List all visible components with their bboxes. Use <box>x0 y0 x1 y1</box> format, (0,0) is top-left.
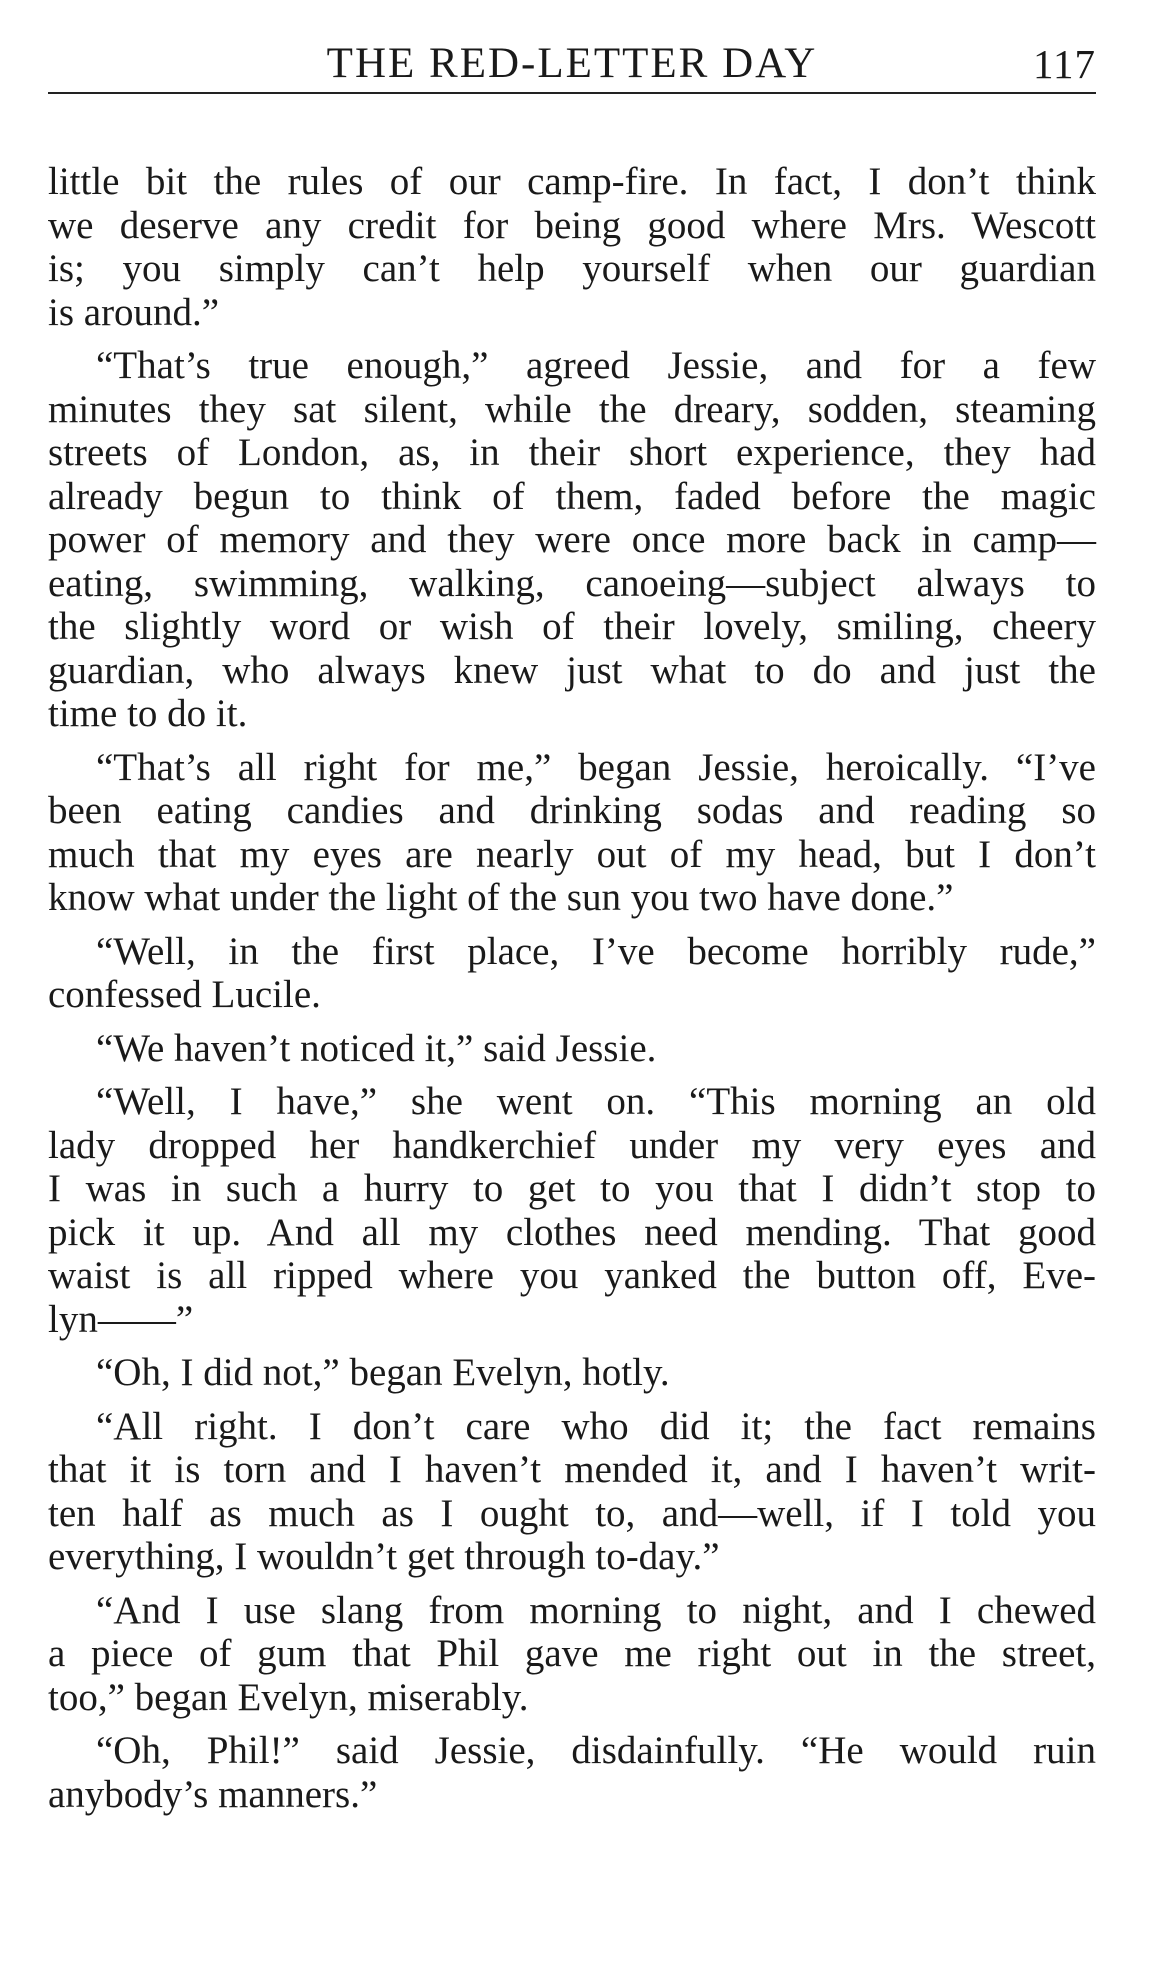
text-line: eating, swimming, walking, canoeing—subject always to <box>48 561 1096 605</box>
paragraph <box>48 1027 1096 1071</box>
text-line: little bit the rules of our camp-fire. In fact, I don’t think <box>48 160 1096 203</box>
paragraph <box>48 1351 1096 1395</box>
text-line: “That’s all right for me,” began Jessie, heroically. “I’ve <box>96 745 1096 789</box>
text-line: “All right. I don’t care who did it; the fact remains <box>96 1404 1096 1448</box>
text-line: been eating candies and drinking sodas and reading so <box>48 789 1096 832</box>
text-line: power of memory and they were once more back in camp— <box>48 518 1096 561</box>
text-line: a piece of gum that Phil gave me right out in the street, <box>48 1632 1096 1675</box>
text-line: already begun to think of them, faded before the magic <box>48 474 1096 518</box>
text-line: minutes they sat silent, while the dreary, sodden, steaming <box>48 387 1096 431</box>
text-line: lyn——” <box>48 1297 194 1341</box>
text-line: the slightly word or wish of their lovely, smiling, cheery <box>48 605 1096 648</box>
text-line: time to do it. <box>48 692 248 735</box>
paragraph <box>48 1729 1096 1816</box>
paragraph <box>48 160 1096 334</box>
text-line: streets of London, as, in their short experience, they had <box>48 431 1096 474</box>
text-line: that it is torn and I haven’t mended it, and I haven’t writ- <box>48 1448 1096 1491</box>
body-text <box>48 160 1096 1826</box>
page-number: 117 <box>1033 41 1096 87</box>
text-line: much that my eyes are nearly out of my head, but I don’t <box>48 832 1096 876</box>
paragraph <box>48 1589 1096 1720</box>
paragraph <box>48 1405 1096 1579</box>
text-line: I was in such a hurry to get to you that I didn’t stop to <box>48 1167 1096 1210</box>
text-line: “And I use slang from morning to night, and I chewed <box>96 1588 1096 1632</box>
text-line: know what under the light of the sun you two have done.” <box>48 876 954 919</box>
text-line: “That’s true enough,” agreed Jessie, and for a few <box>96 344 1096 387</box>
text-line: ten half as much as I ought to, and—well, if I told you <box>48 1491 1096 1535</box>
text-line: we deserve any credit for being good where Mrs. Wescott <box>48 203 1096 247</box>
paragraph <box>48 1080 1096 1341</box>
text-line: guardian, who always knew just what to do and just the <box>48 648 1096 692</box>
text-line: is around.” <box>48 290 220 334</box>
running-title: THE RED-LETTER DAY <box>326 40 818 87</box>
text-line: lady dropped her handkerchief under my very eyes and <box>48 1123 1096 1167</box>
running-head <box>48 36 1096 96</box>
text-line: anybody’s manners.” <box>48 1772 378 1816</box>
header-rule <box>48 92 1096 94</box>
text-line: “Oh, I did not,” began Evelyn, hotly. <box>96 1351 670 1394</box>
text-line: “Oh, Phil!” said Jessie, disdainfully. “He would ruin <box>96 1729 1096 1772</box>
paragraph <box>48 930 1096 1017</box>
text-line: waist is all ripped where you yanked the button off, Eve- <box>48 1254 1096 1297</box>
text-line: “Well, in the first place, I’ve become horribly rude,” <box>96 929 1096 973</box>
text-line: too,” began Evelyn, miserably. <box>48 1675 529 1719</box>
text-line: confessed Lucile. <box>48 973 321 1016</box>
paragraph <box>48 746 1096 920</box>
text-line: “We haven’t noticed it,” said Jessie. <box>96 1026 657 1070</box>
text-line: pick it up. And all my clothes need mending. That good <box>48 1210 1096 1254</box>
paragraph <box>48 344 1096 736</box>
text-line: is; you simply can’t help yourself when our guardian <box>48 247 1096 290</box>
text-line: “Well, I have,” she went on. “This morning an old <box>96 1080 1096 1123</box>
text-line: everything, I wouldn’t get through to-day.” <box>48 1535 720 1578</box>
